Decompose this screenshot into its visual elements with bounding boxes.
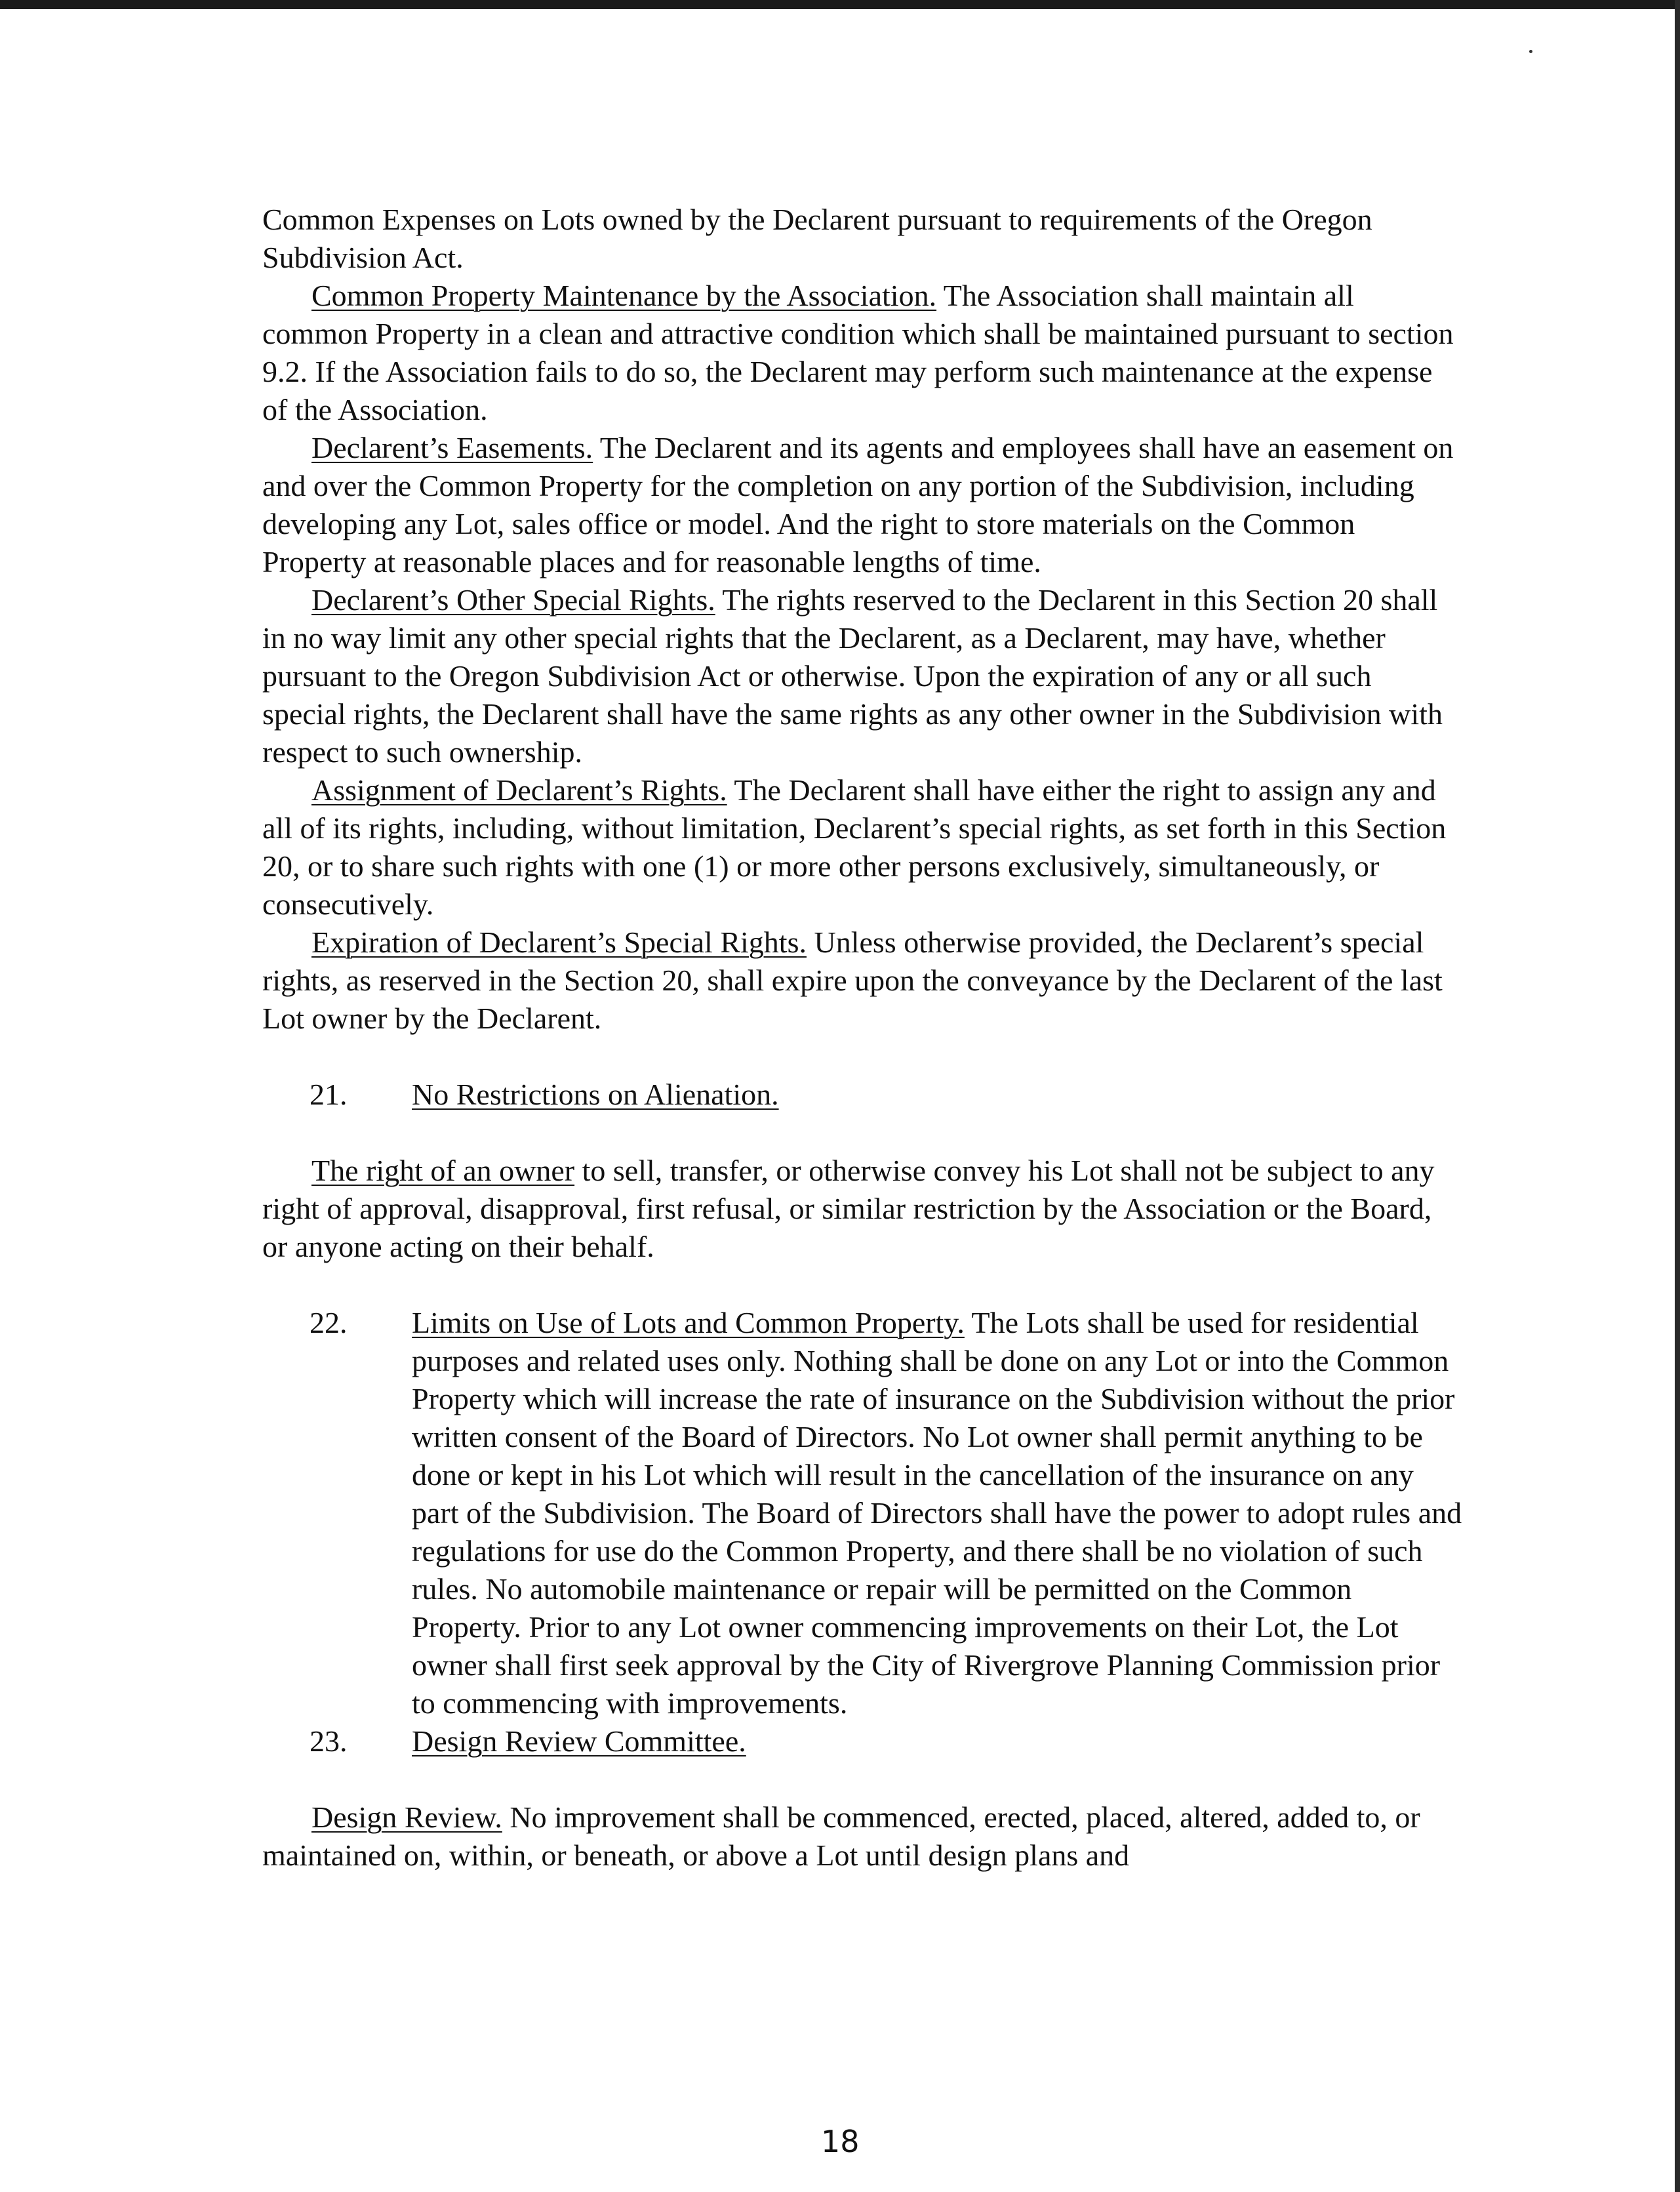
document-body [262,201,1462,1875]
section-title: No Restrictions on Alienation. [412,1078,779,1111]
paragraph-text: The Declarent and its agents and employees shall have an easement on and over the Common Property for the completion on any portion of the Subdivision, including developing any Lot, sales office or model. And the right to store materials on the Common Property at reasonable places and for reasonable lengths of time. [262,431,1454,578]
paragraph-common-expenses [262,201,1462,277]
section-number: 23. [310,1724,348,1758]
paragraph-text: The rights reserved to the Declarent in this Section 20 shall in no way limit any other special rights that the Declarent, as a Declarent, may have, whether pursuant to the Oregon Subdivision Act or otherwise. Upon the expiration of any or all such special rights, the Declarent shall have the same rights as any other owner in the Subdivision with respect to such ownership. [262,583,1443,769]
paragraph-assignment-of-rights [262,771,1462,923]
section-23-heading [262,1722,1462,1760]
scan-edge-top [0,0,1680,9]
section-22-body [412,1304,1462,1722]
paragraph-heading: Design Review. [311,1800,502,1834]
paragraph-text: The Association shall maintain all common Property in a clean and attractive condition which shall be maintained pursuant to section 9.2. If the Association fails to do so, the Declarent may perform such maintenance at the expense of the Association. [262,279,1454,426]
section-number: 21. [310,1078,348,1111]
section-23-body [262,1798,1462,1875]
paragraph-text: Common Expenses on Lots owned by the Declarent pursuant to requirements of the Oregon Subdivision Act. [262,203,1372,274]
section-22 [262,1304,1462,1722]
spacer [262,1760,1462,1798]
paragraph-expiration-of-rights [262,923,1462,1038]
paragraph-heading: Expiration of Declarent’s Special Rights. [311,925,807,959]
section-title: Limits on Use of Lots and Common Property. [412,1306,965,1339]
spacer [262,1114,1462,1152]
spacer [262,1038,1462,1076]
paragraph-text: The Lots shall be used for residential purposes and related uses only. Nothing shall be done on any Lot or into the Common Property which will increase the rate of insurance on the Subdivision without the prior written consent of the Board of Directors. No Lot owner shall permit anything to be done or kept in his Lot which will result in the cancellation of the insurance on any part of the Subdivision. The Board of Directors shall have the power to adopt rules and regulations for use do the Common Property, and there shall be no violation of such rules. No automobile maintenance or repair will be permitted on the Common Property. Prior to any Lot owner commencing improvements on their Lot, the Lot owner shall first seek approval by the City of Rivergrove Planning Commission prior to commencing with improvements. [412,1306,1462,1720]
paragraph-heading: Common Property Maintenance by the Association. [311,279,937,312]
paragraph-heading: Declarent’s Easements. [311,431,593,464]
paragraph-text: Unless otherwise provided, the Declarent’s special rights, as reserved in the Section 20, shall expire upon the conveyance by the Declarent of the last Lot owner by the Declarent. [262,925,1443,1035]
section-number: 22. [310,1306,348,1339]
paragraph-text: to sell, transfer, or otherwise convey his Lot shall not be subject to any right of approval, disapproval, first refusal, or similar restriction by the Association or the Board, or anyone acting on their behalf. [262,1154,1435,1263]
section-21-heading [262,1076,1462,1114]
page-number: 18 [821,2124,860,2159]
paragraph-declarent-easements [262,429,1462,581]
paragraph-declarent-other-special-rights [262,581,1462,771]
spacer [262,1266,1462,1304]
section-21-body [262,1152,1462,1266]
paragraph-common-property-maintenance [262,277,1462,429]
scan-speck [1529,50,1532,53]
paragraph-heading: The right of an owner [311,1154,575,1187]
paragraph-text: The Declarent shall have either the right to assign any and all of its rights, including, without limitation, Declarent’s special rights, as set forth in this Section 20, or to share such rights with one (1) or more other persons exclusively, simultaneously, or consecutively. [262,773,1447,921]
paragraph-heading: Declarent’s Other Special Rights. [311,583,715,617]
paragraph-text: No improvement shall be commenced, erected, placed, altered, added to, or maintained on, within, or beneath, or above a Lot until design plans and [262,1800,1420,1872]
section-title: Design Review Committee. [412,1724,746,1758]
scan-edge-right [1675,0,1680,2192]
paragraph-heading: Assignment of Declarent’s Rights. [311,773,727,807]
